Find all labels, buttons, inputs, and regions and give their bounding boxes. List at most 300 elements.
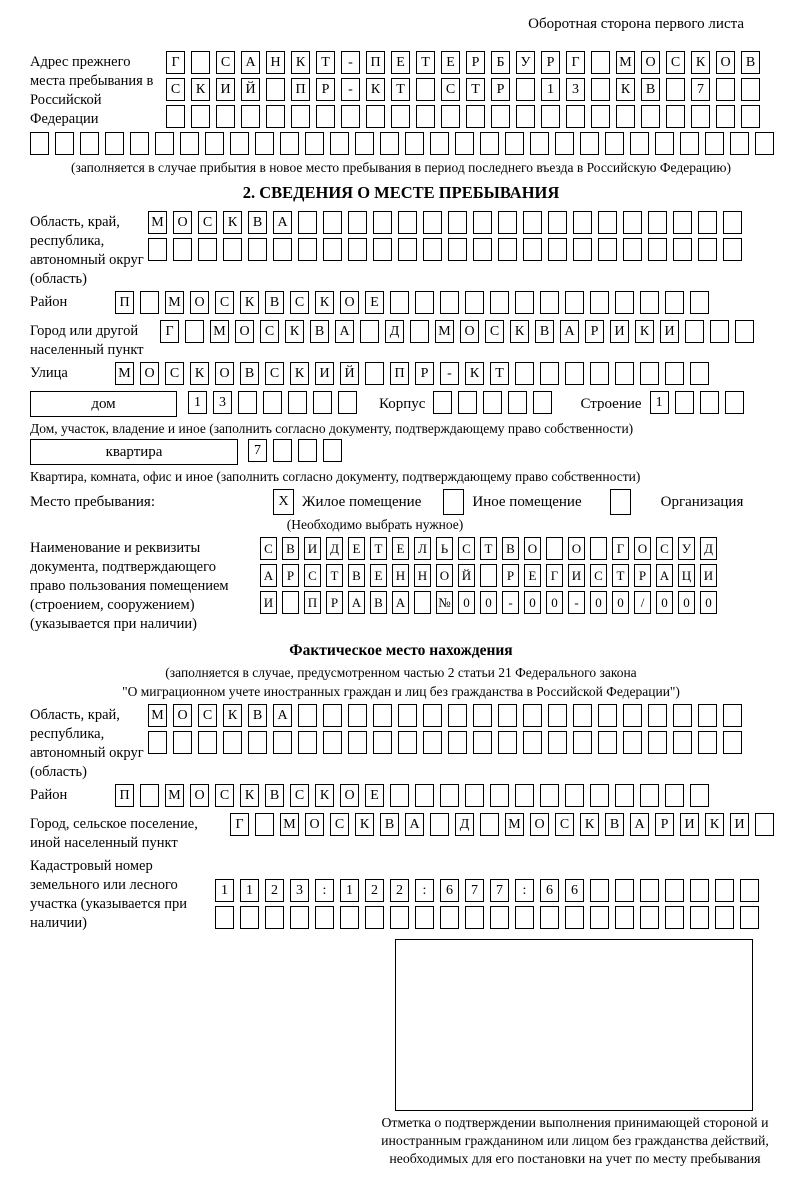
char-cell[interactable]: К: [191, 78, 210, 101]
char-cell[interactable]: [410, 320, 429, 343]
char-cell[interactable]: [473, 731, 492, 754]
char-cell[interactable]: О: [215, 362, 234, 385]
apartment-box-label[interactable]: квартира: [30, 439, 238, 465]
char-cell[interactable]: 0: [458, 591, 475, 614]
char-cell[interactable]: Г: [160, 320, 179, 343]
char-cell[interactable]: О: [173, 704, 192, 727]
char-cell[interactable]: [548, 704, 567, 727]
char-cell[interactable]: Г: [230, 813, 249, 836]
char-cell[interactable]: К: [616, 78, 635, 101]
char-cell[interactable]: [440, 291, 459, 314]
char-cell[interactable]: /: [634, 591, 651, 614]
char-cell[interactable]: [185, 320, 204, 343]
char-cell[interactable]: К: [291, 51, 310, 74]
char-cell[interactable]: [616, 105, 635, 128]
char-cell[interactable]: [673, 731, 692, 754]
char-cell[interactable]: [590, 879, 609, 902]
char-cell[interactable]: 6: [540, 879, 559, 902]
char-cell[interactable]: [590, 362, 609, 385]
char-cell[interactable]: 1: [650, 391, 669, 414]
char-cell[interactable]: [255, 132, 274, 155]
char-cell[interactable]: [365, 362, 384, 385]
char-cell[interactable]: [648, 704, 667, 727]
char-cell[interactable]: [640, 784, 659, 807]
char-cell[interactable]: Л: [414, 537, 431, 560]
char-cell[interactable]: Р: [466, 51, 485, 74]
char-cell[interactable]: [215, 906, 234, 929]
char-cell[interactable]: [298, 439, 317, 462]
char-cell[interactable]: В: [380, 813, 399, 836]
char-cell[interactable]: О: [460, 320, 479, 343]
char-cell[interactable]: 0: [656, 591, 673, 614]
char-cell[interactable]: [348, 704, 367, 727]
char-cell[interactable]: Н: [266, 51, 285, 74]
char-cell[interactable]: [30, 132, 49, 155]
char-cell[interactable]: И: [315, 362, 334, 385]
char-cell[interactable]: [223, 731, 242, 754]
char-cell[interactable]: С: [666, 51, 685, 74]
char-cell[interactable]: [288, 391, 307, 414]
char-cell[interactable]: [530, 132, 549, 155]
char-cell[interactable]: И: [304, 537, 321, 560]
char-cell[interactable]: [498, 238, 517, 261]
char-cell[interactable]: Г: [546, 564, 563, 587]
char-cell[interactable]: [198, 238, 217, 261]
char-cell[interactable]: [741, 78, 760, 101]
char-cell[interactable]: С: [290, 291, 309, 314]
char-cell[interactable]: С: [198, 211, 217, 234]
char-cell[interactable]: 0: [524, 591, 541, 614]
char-cell[interactable]: О: [340, 784, 359, 807]
char-cell[interactable]: [473, 704, 492, 727]
char-cell[interactable]: 3: [290, 879, 309, 902]
char-cell[interactable]: [480, 813, 499, 836]
char-cell[interactable]: Ц: [678, 564, 695, 587]
char-cell[interactable]: [740, 879, 759, 902]
char-cell[interactable]: К: [315, 784, 334, 807]
char-cell[interactable]: [465, 906, 484, 929]
char-cell[interactable]: 1: [188, 391, 207, 414]
char-cell[interactable]: Т: [316, 51, 335, 74]
char-cell[interactable]: [615, 291, 634, 314]
char-cell[interactable]: [298, 211, 317, 234]
char-cell[interactable]: К: [290, 362, 309, 385]
char-cell[interactable]: В: [265, 784, 284, 807]
char-cell[interactable]: [373, 211, 392, 234]
char-cell[interactable]: Г: [166, 51, 185, 74]
char-cell[interactable]: [323, 731, 342, 754]
char-cell[interactable]: М: [210, 320, 229, 343]
char-cell[interactable]: Й: [458, 564, 475, 587]
char-cell[interactable]: [340, 906, 359, 929]
char-cell[interactable]: Й: [340, 362, 359, 385]
char-cell[interactable]: О: [436, 564, 453, 587]
char-cell[interactable]: М: [148, 211, 167, 234]
char-cell[interactable]: [640, 291, 659, 314]
char-cell[interactable]: [598, 238, 617, 261]
char-cell[interactable]: [298, 238, 317, 261]
char-cell[interactable]: [455, 132, 474, 155]
char-cell[interactable]: -: [440, 362, 459, 385]
char-cell[interactable]: А: [241, 51, 260, 74]
char-cell[interactable]: [533, 391, 552, 414]
char-cell[interactable]: [490, 291, 509, 314]
char-cell[interactable]: Р: [415, 362, 434, 385]
char-cell[interactable]: К: [240, 291, 259, 314]
char-cell[interactable]: 3: [566, 78, 585, 101]
char-cell[interactable]: П: [115, 784, 134, 807]
char-cell[interactable]: У: [516, 51, 535, 74]
char-cell[interactable]: К: [355, 813, 374, 836]
char-cell[interactable]: [515, 362, 534, 385]
char-cell[interactable]: Р: [282, 564, 299, 587]
char-cell[interactable]: [398, 238, 417, 261]
char-cell[interactable]: -: [502, 591, 519, 614]
char-cell[interactable]: А: [630, 813, 649, 836]
char-cell[interactable]: [590, 906, 609, 929]
char-cell[interactable]: [665, 362, 684, 385]
char-cell[interactable]: А: [405, 813, 424, 836]
char-cell[interactable]: [316, 105, 335, 128]
char-cell[interactable]: [173, 731, 192, 754]
char-cell[interactable]: 3: [213, 391, 232, 414]
char-cell[interactable]: С: [590, 564, 607, 587]
char-cell[interactable]: [266, 105, 285, 128]
char-cell[interactable]: Е: [441, 51, 460, 74]
char-cell[interactable]: [515, 784, 534, 807]
char-cell[interactable]: К: [223, 704, 242, 727]
char-cell[interactable]: [490, 784, 509, 807]
char-cell[interactable]: 2: [265, 879, 284, 902]
char-cell[interactable]: [573, 704, 592, 727]
char-cell[interactable]: [573, 731, 592, 754]
char-cell[interactable]: 7: [691, 78, 710, 101]
char-cell[interactable]: С: [216, 51, 235, 74]
char-cell[interactable]: [591, 51, 610, 74]
char-cell[interactable]: [440, 784, 459, 807]
char-cell[interactable]: И: [610, 320, 629, 343]
char-cell[interactable]: [565, 362, 584, 385]
char-cell[interactable]: 1: [215, 879, 234, 902]
char-cell[interactable]: [448, 238, 467, 261]
char-cell[interactable]: [540, 362, 559, 385]
char-cell[interactable]: [323, 439, 342, 462]
char-cell[interactable]: [698, 704, 717, 727]
char-cell[interactable]: [548, 731, 567, 754]
char-cell[interactable]: Н: [392, 564, 409, 587]
char-cell[interactable]: К: [366, 78, 385, 101]
char-cell[interactable]: [290, 906, 309, 929]
char-cell[interactable]: [398, 211, 417, 234]
char-cell[interactable]: В: [605, 813, 624, 836]
char-cell[interactable]: О: [305, 813, 324, 836]
char-cell[interactable]: [430, 813, 449, 836]
char-cell[interactable]: [323, 211, 342, 234]
char-cell[interactable]: С: [458, 537, 475, 560]
char-cell[interactable]: О: [190, 784, 209, 807]
char-cell[interactable]: [341, 105, 360, 128]
char-cell[interactable]: [565, 784, 584, 807]
char-cell[interactable]: Р: [585, 320, 604, 343]
char-cell[interactable]: [423, 731, 442, 754]
char-cell[interactable]: [655, 132, 674, 155]
char-cell[interactable]: [255, 813, 274, 836]
char-cell[interactable]: К: [223, 211, 242, 234]
char-cell[interactable]: Й: [241, 78, 260, 101]
char-cell[interactable]: [598, 211, 617, 234]
char-cell[interactable]: Д: [700, 537, 717, 560]
char-cell[interactable]: О: [340, 291, 359, 314]
char-cell[interactable]: В: [641, 78, 660, 101]
char-cell[interactable]: [555, 132, 574, 155]
char-cell[interactable]: В: [741, 51, 760, 74]
char-cell[interactable]: [155, 132, 174, 155]
char-cell[interactable]: С: [260, 537, 277, 560]
char-cell[interactable]: А: [656, 564, 673, 587]
char-cell[interactable]: Б: [491, 51, 510, 74]
char-cell[interactable]: [730, 132, 749, 155]
char-cell[interactable]: [540, 291, 559, 314]
char-cell[interactable]: [263, 391, 282, 414]
checkbox-other-premises[interactable]: [443, 489, 464, 515]
char-cell[interactable]: К: [465, 362, 484, 385]
char-cell[interactable]: В: [310, 320, 329, 343]
char-cell[interactable]: [230, 132, 249, 155]
char-cell[interactable]: [465, 291, 484, 314]
char-cell[interactable]: [305, 132, 324, 155]
char-cell[interactable]: [473, 238, 492, 261]
char-cell[interactable]: М: [165, 784, 184, 807]
char-cell[interactable]: С: [265, 362, 284, 385]
char-cell[interactable]: В: [348, 564, 365, 587]
char-cell[interactable]: [740, 906, 759, 929]
char-cell[interactable]: Р: [502, 564, 519, 587]
char-cell[interactable]: [191, 105, 210, 128]
house-box-label[interactable]: дом: [30, 391, 177, 417]
char-cell[interactable]: Т: [326, 564, 343, 587]
char-cell[interactable]: [573, 211, 592, 234]
char-cell[interactable]: [298, 731, 317, 754]
char-cell[interactable]: [723, 211, 742, 234]
char-cell[interactable]: [458, 391, 477, 414]
char-cell[interactable]: [648, 238, 667, 261]
char-cell[interactable]: К: [705, 813, 724, 836]
char-cell[interactable]: М: [280, 813, 299, 836]
char-cell[interactable]: 0: [590, 591, 607, 614]
char-cell[interactable]: [365, 906, 384, 929]
char-cell[interactable]: [690, 906, 709, 929]
char-cell[interactable]: Е: [392, 537, 409, 560]
char-cell[interactable]: [241, 105, 260, 128]
char-cell[interactable]: [640, 906, 659, 929]
char-cell[interactable]: П: [291, 78, 310, 101]
char-cell[interactable]: [448, 731, 467, 754]
char-cell[interactable]: [673, 211, 692, 234]
char-cell[interactable]: 7: [248, 439, 267, 462]
char-cell[interactable]: [666, 105, 685, 128]
char-cell[interactable]: М: [505, 813, 524, 836]
char-cell[interactable]: [223, 238, 242, 261]
char-cell[interactable]: [380, 132, 399, 155]
char-cell[interactable]: [440, 906, 459, 929]
char-cell[interactable]: [273, 731, 292, 754]
char-cell[interactable]: [723, 731, 742, 754]
char-cell[interactable]: [580, 132, 599, 155]
char-cell[interactable]: С: [441, 78, 460, 101]
char-cell[interactable]: [265, 906, 284, 929]
char-cell[interactable]: [323, 704, 342, 727]
char-cell[interactable]: [55, 132, 74, 155]
char-cell[interactable]: А: [273, 211, 292, 234]
char-cell[interactable]: В: [535, 320, 554, 343]
char-cell[interactable]: [266, 78, 285, 101]
char-cell[interactable]: Д: [326, 537, 343, 560]
char-cell[interactable]: [330, 132, 349, 155]
char-cell[interactable]: [641, 105, 660, 128]
char-cell[interactable]: [548, 211, 567, 234]
char-cell[interactable]: Е: [391, 51, 410, 74]
char-cell[interactable]: [623, 704, 642, 727]
char-cell[interactable]: И: [730, 813, 749, 836]
char-cell[interactable]: [698, 238, 717, 261]
char-cell[interactable]: [598, 704, 617, 727]
char-cell[interactable]: [360, 320, 379, 343]
char-cell[interactable]: [366, 105, 385, 128]
char-cell[interactable]: У: [678, 537, 695, 560]
char-cell[interactable]: [515, 291, 534, 314]
char-cell[interactable]: О: [524, 537, 541, 560]
char-cell[interactable]: [398, 704, 417, 727]
char-cell[interactable]: [665, 291, 684, 314]
char-cell[interactable]: В: [248, 704, 267, 727]
char-cell[interactable]: [615, 362, 634, 385]
char-cell[interactable]: :: [515, 879, 534, 902]
char-cell[interactable]: [523, 238, 542, 261]
char-cell[interactable]: [615, 906, 634, 929]
char-cell[interactable]: [710, 320, 729, 343]
char-cell[interactable]: [441, 105, 460, 128]
char-cell[interactable]: [705, 132, 724, 155]
char-cell[interactable]: Т: [480, 537, 497, 560]
char-cell[interactable]: О: [634, 537, 651, 560]
char-cell[interactable]: С: [166, 78, 185, 101]
char-cell[interactable]: [690, 362, 709, 385]
char-cell[interactable]: [473, 211, 492, 234]
char-cell[interactable]: Р: [326, 591, 343, 614]
char-cell[interactable]: [573, 238, 592, 261]
char-cell[interactable]: [173, 238, 192, 261]
char-cell[interactable]: [566, 105, 585, 128]
char-cell[interactable]: К: [691, 51, 710, 74]
char-cell[interactable]: П: [390, 362, 409, 385]
char-cell[interactable]: [480, 132, 499, 155]
char-cell[interactable]: [105, 132, 124, 155]
char-cell[interactable]: П: [304, 591, 321, 614]
char-cell[interactable]: С: [330, 813, 349, 836]
char-cell[interactable]: [415, 906, 434, 929]
char-cell[interactable]: 2: [365, 879, 384, 902]
char-cell[interactable]: [338, 391, 357, 414]
char-cell[interactable]: [690, 879, 709, 902]
char-cell[interactable]: [540, 784, 559, 807]
char-cell[interactable]: [390, 906, 409, 929]
char-cell[interactable]: В: [265, 291, 284, 314]
char-cell[interactable]: К: [240, 784, 259, 807]
char-cell[interactable]: [598, 731, 617, 754]
char-cell[interactable]: [80, 132, 99, 155]
char-cell[interactable]: [665, 906, 684, 929]
char-cell[interactable]: [615, 784, 634, 807]
char-cell[interactable]: [755, 132, 774, 155]
char-cell[interactable]: 0: [612, 591, 629, 614]
char-cell[interactable]: [140, 291, 159, 314]
char-cell[interactable]: Т: [612, 564, 629, 587]
char-cell[interactable]: Г: [566, 51, 585, 74]
char-cell[interactable]: [723, 238, 742, 261]
char-cell[interactable]: [416, 78, 435, 101]
char-cell[interactable]: А: [560, 320, 579, 343]
char-cell[interactable]: Р: [491, 78, 510, 101]
char-cell[interactable]: С: [260, 320, 279, 343]
char-cell[interactable]: [248, 238, 267, 261]
char-cell[interactable]: [423, 704, 442, 727]
char-cell[interactable]: М: [435, 320, 454, 343]
char-cell[interactable]: О: [173, 211, 192, 234]
char-cell[interactable]: [355, 132, 374, 155]
char-cell[interactable]: [180, 132, 199, 155]
char-cell[interactable]: [666, 78, 685, 101]
char-cell[interactable]: [415, 291, 434, 314]
char-cell[interactable]: [665, 879, 684, 902]
char-cell[interactable]: Е: [524, 564, 541, 587]
char-cell[interactable]: [273, 439, 292, 462]
char-cell[interactable]: 6: [440, 879, 459, 902]
char-cell[interactable]: -: [341, 51, 360, 74]
char-cell[interactable]: М: [165, 291, 184, 314]
char-cell[interactable]: О: [568, 537, 585, 560]
char-cell[interactable]: К: [315, 291, 334, 314]
char-cell[interactable]: [430, 132, 449, 155]
char-cell[interactable]: К: [580, 813, 599, 836]
char-cell[interactable]: Ь: [436, 537, 453, 560]
char-cell[interactable]: К: [285, 320, 304, 343]
char-cell[interactable]: [673, 238, 692, 261]
char-cell[interactable]: [685, 320, 704, 343]
char-cell[interactable]: К: [190, 362, 209, 385]
char-cell[interactable]: И: [660, 320, 679, 343]
char-cell[interactable]: О: [235, 320, 254, 343]
char-cell[interactable]: [465, 784, 484, 807]
char-cell[interactable]: 7: [465, 879, 484, 902]
char-cell[interactable]: С: [198, 704, 217, 727]
char-cell[interactable]: [673, 704, 692, 727]
char-cell[interactable]: [741, 105, 760, 128]
char-cell[interactable]: [648, 731, 667, 754]
char-cell[interactable]: [148, 731, 167, 754]
char-cell[interactable]: №: [436, 591, 453, 614]
char-cell[interactable]: В: [282, 537, 299, 560]
char-cell[interactable]: [390, 784, 409, 807]
char-cell[interactable]: С: [215, 291, 234, 314]
char-cell[interactable]: Т: [416, 51, 435, 74]
char-cell[interactable]: [515, 906, 534, 929]
char-cell[interactable]: Е: [370, 564, 387, 587]
char-cell[interactable]: 6: [565, 879, 584, 902]
char-cell[interactable]: [148, 238, 167, 261]
char-cell[interactable]: 7: [490, 879, 509, 902]
char-cell[interactable]: [491, 105, 510, 128]
char-cell[interactable]: [690, 291, 709, 314]
